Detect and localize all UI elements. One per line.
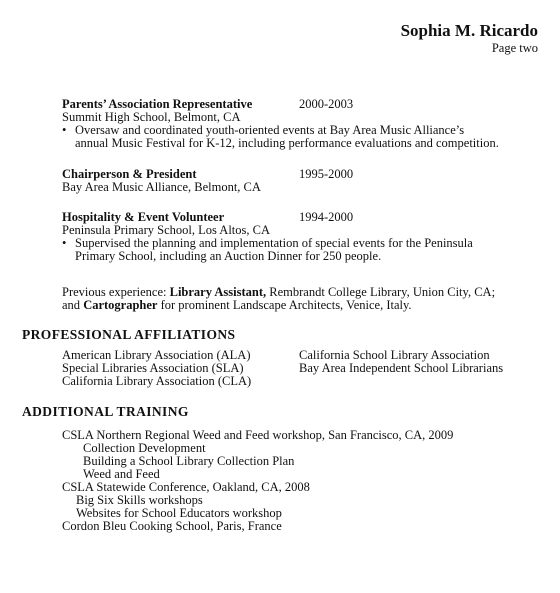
training-subitem: Weed and Feed [83,467,160,481]
applicant-name: Sophia M. Ricardo [400,21,538,40]
bullet-icon: • [62,123,67,137]
previous-detail: for prominent Landscape Architects, Venice, Italy. [157,298,412,312]
position-title: Chairperson & President [62,167,197,181]
previous-prefix: Previous experience: [62,285,170,299]
section-heading-affiliations: PROFESSIONAL AFFILIATIONS [22,327,236,342]
position-title: Parents’ Association Representative [62,97,253,111]
affiliation-item: California Library Association (CLA) [62,374,252,388]
organization: Peninsula Primary School, Los Altos, CA [62,223,270,237]
training-subitem: Websites for School Educators workshop [76,506,282,520]
position-title: Hospitality & Event Volunteer [62,210,225,224]
previous-role: Library Assistant, [169,285,267,299]
bullet-item [62,124,542,150]
training-list [62,429,453,533]
organization: Bay Area Music Alliance, Belmont, CA [62,180,261,194]
training-subitem: Big Six Skills workshops [76,493,203,507]
position-years: 1994-2000 [299,210,354,224]
affiliation-item: Special Libraries Association (SLA) [62,361,244,375]
section-heading-training: ADDITIONAL TRAINING [22,404,189,419]
previous-prefix: and [62,298,84,312]
experience-entry [62,98,542,150]
affiliations-left-column [62,349,251,388]
bullet-line: Primary School, including an Auction Dinner for 250 people. [75,249,382,263]
experience-entry [62,168,542,194]
bullet-line: Oversaw and coordinated youth-oriented events at Bay Area Music Alliance’s [75,123,465,137]
training-entry: Cordon Bleu Cooking School, Paris, France [62,519,282,533]
position-years: 2000-2003 [299,97,354,111]
bullet-line: Supervised the planning and implementation of special events for the Peninsula [75,236,473,250]
previous-experience [62,286,542,312]
resume-header [401,21,538,55]
page-number-label: Page two [491,41,538,55]
organization: Summit High School, Belmont, CA [62,110,241,124]
training-subitem: Building a School Library Collection Plan [83,454,295,468]
bullet-line: annual Music Festival for K-12, including performance evaluations and competition. [75,136,499,150]
bullet-item [62,237,542,263]
affiliation-item: Bay Area Independent School Librarians [299,361,504,375]
position-years: 1995-2000 [299,167,354,181]
training-subitem: Collection Development [83,441,206,455]
previous-role: Cartographer [83,298,158,312]
previous-detail: Rembrandt College Library, Union City, CA; [266,285,496,299]
affiliations-right-column [299,349,503,375]
bullet-icon: • [62,236,67,250]
affiliation-item: American Library Association (ALA) [62,348,251,362]
training-entry: CSLA Statewide Conference, Oakland, CA, 2008 [62,480,310,494]
affiliation-item: California School Library Association [299,348,490,362]
experience-entry [62,211,542,263]
training-entry: CSLA Northern Regional Weed and Feed workshop, San Francisco, CA, 2009 [62,428,454,442]
